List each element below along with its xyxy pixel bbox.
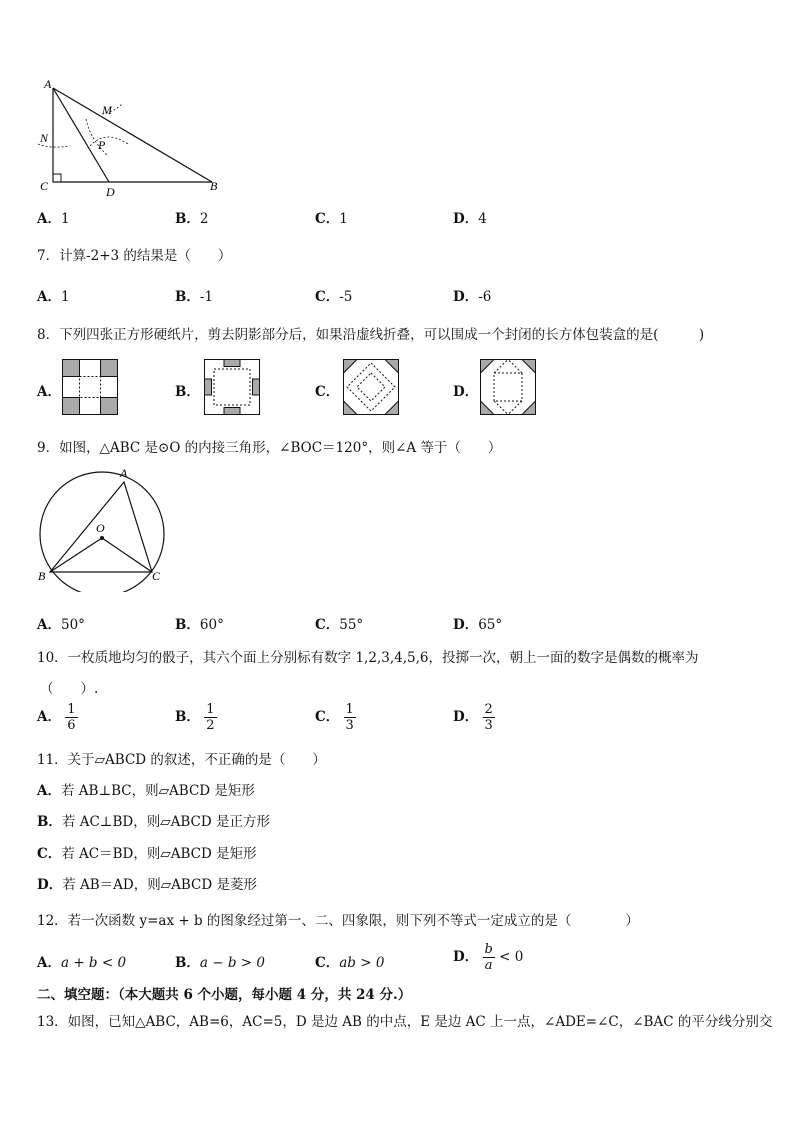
label-P: P [98,138,106,152]
q8-figure-d [480,359,536,415]
q7-option-c[interactable]: C．-5 [315,289,353,305]
q9-stem: 9．如图，△ABC 是⊙O 的内接三角形，∠BOC＝120°，则∠A 等于（ ） [37,440,502,456]
q6-option-d[interactable]: D．4 [453,211,487,227]
q6-option-b[interactable]: B．2 [175,211,209,227]
q10-option-c[interactable]: C． $\frac{1}{3}$ [315,702,354,733]
label-D: D [106,185,115,199]
fraction: $\frac{1}{3}$ [345,702,354,733]
q9-label-O: O [96,521,105,535]
fraction: $\frac{b}{a}$ [484,942,493,973]
q11-option-b[interactable]: B．若 AC⊥BD，则▱ABCD 是正方形 [37,814,270,830]
q8-figure-c [343,359,399,415]
q9-option-d[interactable]: D．65° [453,617,503,633]
q12-option-c[interactable]: C．ab > 0 [315,955,385,971]
q7-option-a[interactable]: A．1 [37,289,70,305]
label-A: A [44,77,52,91]
q10-stem-blank: （ ）. [40,681,99,697]
q6-triangle-figure [30,74,230,204]
q10-option-a[interactable]: A． $\frac{1}{6}$ [37,702,76,733]
label-C: C [40,179,49,193]
q11-stem: 11．关于▱ABCD 的叙述，不正确的是（ ） [37,752,326,768]
q11-option-a[interactable]: A．若 AB⊥BC，则▱ABCD 是矩形 [37,783,255,799]
q7-option-d[interactable]: D．-6 [453,289,492,305]
q9-label-C: C [152,569,161,583]
q10-stem: 10．一枚质地均匀的骰子，其六个面上分别标有数字 1,2,3,4,5,6，投掷一次，朝上一面的数字是偶数的概率为 [37,650,699,666]
q8-stem: 8．下列四张正方形硬纸片，剪去阴影部分后，如果沿虚线折叠，可以围成一个封闭的长方体包装盒的是( ) [37,327,705,343]
q9-label-A: A [120,466,128,480]
q10-option-d[interactable]: D． $\frac{2}{3}$ [453,702,493,733]
q9-option-a[interactable]: A．50° [37,617,85,633]
label-B: B [210,179,218,193]
q9-option-b[interactable]: B．60° [175,617,224,633]
q11-option-d[interactable]: D．若 AB＝AD，则▱ABCD 是菱形 [37,877,257,893]
q9-option-c[interactable]: C．55° [315,617,364,633]
label-N: N [40,131,49,145]
q12-option-d[interactable]: D． $\frac{b}{a}$ < 0 [453,942,524,973]
q10-option-b[interactable]: B． $\frac{1}{2}$ [175,702,215,733]
q12-stem: 12．若一次函数 y=ax + b 的图象经过第一、二、四象限，则下列不等式一定成立的是（ ） [37,913,639,929]
q13-stem: 13．如图，已知△ABC，AB=6，AC=5，D 是边 AB 的中点，E 是边 AC 上一点，∠ADE=∠C，∠BAC 的平分线分别交 [37,1014,773,1030]
q9-label-B: B [38,569,46,583]
section-title: 二、填空题：（本大题共 6 个小题，每小题 4 分，共 24 分.） [37,987,412,1003]
fraction: $\frac{1}{2}$ [206,702,215,733]
fraction: $\frac{2}{3}$ [484,702,493,733]
q9-circle-figure [30,462,180,592]
q8-option-d[interactable]: D． [453,384,479,400]
fraction: $\frac{1}{6}$ [67,702,76,733]
q8-option-a[interactable]: A． [37,384,61,400]
q8-option-c[interactable]: C． [315,384,340,400]
q8-figure-b [204,359,260,415]
label-M: M [102,103,112,117]
q6-option-c[interactable]: C．1 [315,211,348,227]
q12-option-a[interactable]: A．a + b < 0 [37,955,127,971]
q8-option-b[interactable]: B． [175,384,200,400]
q11-option-c[interactable]: C．若 AC＝BD，则▱ABCD 是矩形 [37,846,257,862]
q12-option-b[interactable]: B．a − b > 0 [175,955,265,971]
q6-option-a[interactable]: A．1 [37,211,70,227]
q8-figure-a [62,359,118,415]
q7-option-b[interactable]: B．-1 [175,289,214,305]
q7-stem: 7．计算-2+3 的结果是（ ） [37,248,232,264]
